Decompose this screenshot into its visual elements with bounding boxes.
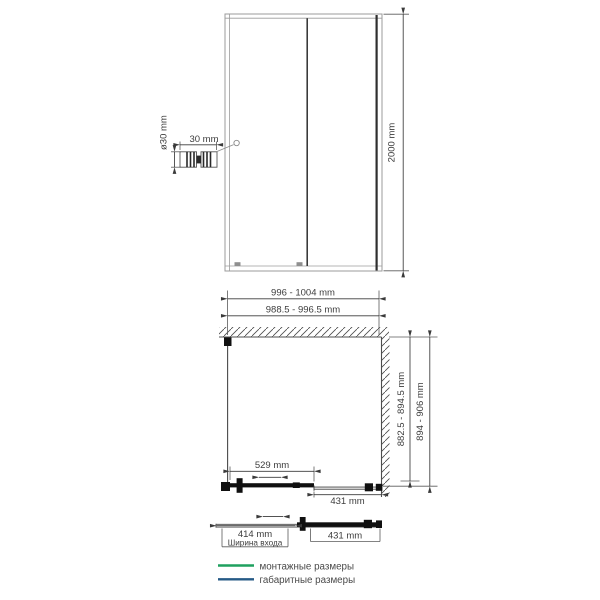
handle-diameter-label: ø30 mm [158, 115, 170, 150]
door-roller-left [235, 262, 241, 266]
door-guide-block [293, 482, 300, 488]
handle-diameter-dimension [159, 115, 182, 167]
height-dim-label: 2000 mm [386, 122, 398, 163]
handle-width-label: 30 mm [189, 133, 219, 145]
detail-door-width-label: 431 mm [327, 530, 363, 542]
back-wall-hatching [219, 327, 389, 337]
fixed-panel-wall-block [376, 484, 383, 491]
door-width-label: 529 mm [254, 460, 290, 471]
legend-overall-label: габаритные размеры [259, 575, 356, 587]
open-door-detail [216, 517, 382, 548]
fixed-panel-clamp [365, 483, 373, 491]
handle-position-mark [234, 140, 239, 145]
open-door-handle [300, 517, 306, 531]
handle-detail [159, 115, 234, 167]
entry-width-label: 414 mm [237, 529, 273, 540]
side-wall-hatching [382, 337, 390, 497]
height-dimension [384, 14, 410, 271]
mounting-width-label: 988.5 - 996.5 mm [265, 304, 341, 316]
open-door-end-block [376, 520, 382, 528]
wall-profile-bottom [221, 482, 230, 491]
overall-width-label: 996 - 1004 mm [271, 287, 335, 299]
overall-depth-label: 894 - 906 mm [414, 382, 426, 441]
entry-width-caption: Ширина входа [227, 538, 283, 548]
front-elevation [225, 14, 409, 271]
door-roller-right [297, 262, 303, 266]
legend-mounting-label: монтажные размеры [259, 561, 355, 573]
depth-dimensions [383, 337, 438, 486]
door-frame-outline [225, 14, 382, 271]
legend [218, 561, 355, 586]
handle-neck [197, 156, 202, 164]
door-handle-plan [237, 478, 243, 493]
handle-width-dimension [180, 134, 219, 150]
detail-door-width-dimension [311, 529, 381, 542]
mounting-depth-label: 882.5 - 894.5 mm [395, 371, 407, 447]
wall-profile-top [224, 338, 232, 347]
fixed-panel-width-label: 431 mm [330, 496, 365, 508]
open-door-clamp [364, 520, 372, 528]
fixed-panel-dimension [314, 492, 382, 508]
entry-width-dimension [217, 526, 296, 548]
plan-view [219, 288, 438, 508]
